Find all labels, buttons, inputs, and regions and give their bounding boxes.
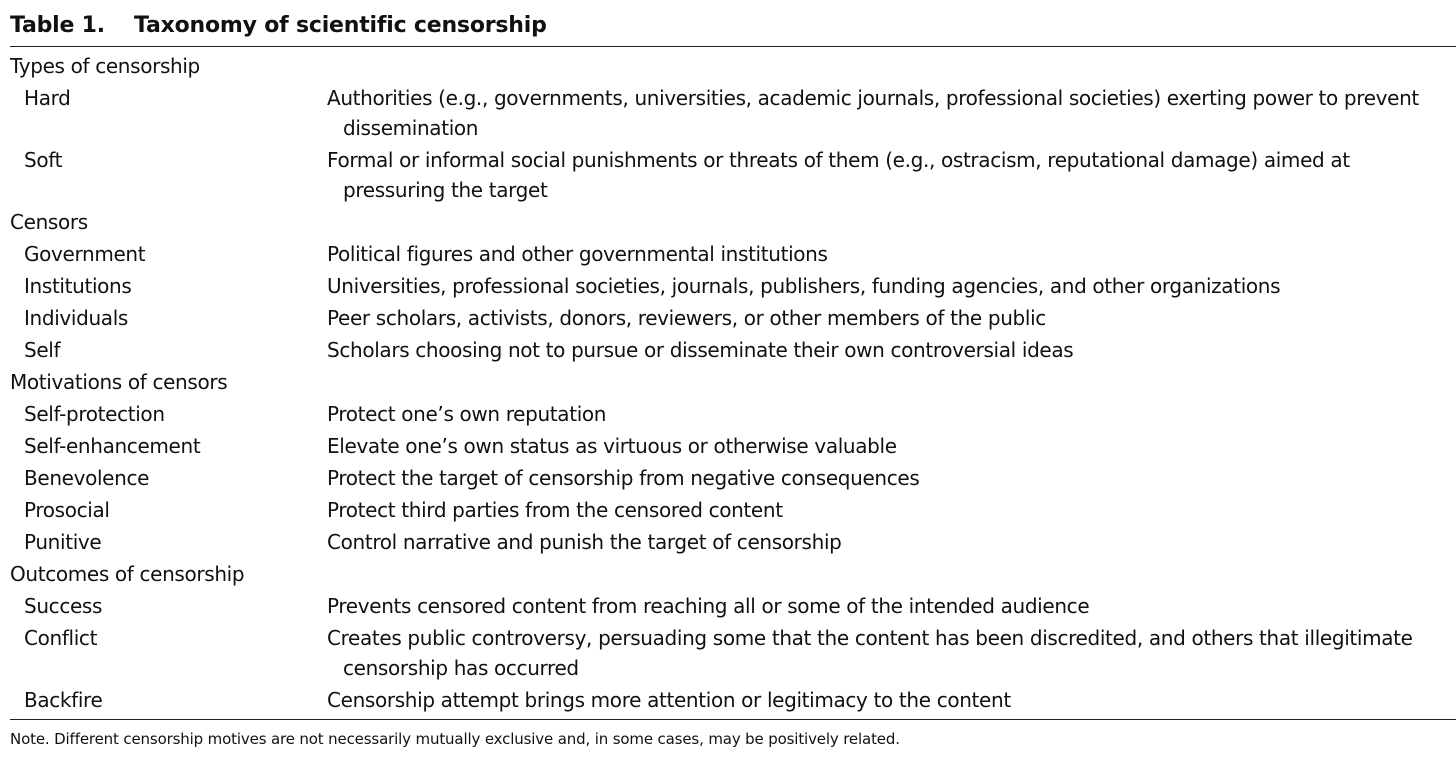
- row-description: Peer scholars, activists, donors, reviewers, or other members of the public: [327, 306, 1046, 330]
- table-row: [10, 303, 1456, 335]
- row-description: Scholars choosing not to pursue or disseminate their own controversial ideas: [327, 338, 1074, 362]
- table-title-text: Taxonomy of scientific censorship: [134, 13, 547, 38]
- table-row: [10, 431, 1456, 463]
- row-term: Conflict: [24, 626, 98, 650]
- table-row: [10, 623, 1456, 685]
- row-term: Success: [24, 594, 103, 618]
- table-row: [10, 399, 1456, 431]
- row-term: Government: [24, 242, 146, 266]
- row-description: Prevents censored content from reaching all or some of the intended audience: [327, 594, 1090, 618]
- section-label: Motivations of censors: [10, 370, 228, 394]
- table-row: [10, 239, 1456, 271]
- row-description: Formal or informal social punishments or threats of them (e.g., ostracism, reputational damage) aimed at pressuring the target: [327, 148, 1350, 202]
- table-title: [10, 10, 1456, 46]
- table-1: [10, 10, 1456, 750]
- table-note: Note. Different censorship motives are not necessarily mutually exclusive and, in some cases, may be positively related.: [10, 730, 900, 748]
- table-row: [10, 495, 1456, 527]
- table-row: [10, 591, 1456, 623]
- table-number: Table 1.: [10, 13, 105, 38]
- row-term: Punitive: [24, 530, 102, 554]
- table-row: [10, 685, 1456, 717]
- section-motivations-of-censors: [10, 367, 1456, 399]
- row-description: Control narrative and punish the target of censorship: [327, 530, 842, 554]
- row-description: Creates public controversy, persuading some that the content has been discredited, and others that illegitimate censorship has occurred: [327, 626, 1413, 680]
- row-description: Censorship attempt brings more attention or legitimacy to the content: [327, 688, 1011, 712]
- row-description: Authorities (e.g., governments, universities, academic journals, professional societies) exerting power to prevent dissemination: [327, 86, 1419, 140]
- section-censors: [10, 207, 1456, 239]
- section-label: Outcomes of censorship: [10, 562, 245, 586]
- row-term: Self: [24, 338, 61, 362]
- table-row: [10, 145, 1456, 207]
- row-term: Self-protection: [24, 402, 165, 426]
- table-bottom-rule: [10, 719, 1456, 720]
- row-term: Prosocial: [24, 498, 110, 522]
- table-body: [10, 47, 1456, 719]
- row-term: Individuals: [24, 306, 128, 330]
- section-label: Censors: [10, 210, 88, 234]
- row-description: Protect one’s own reputation: [327, 402, 607, 426]
- row-description: Protect third parties from the censored content: [327, 498, 783, 522]
- section-outcomes-of-censorship: [10, 559, 1456, 591]
- row-term: Institutions: [24, 274, 132, 298]
- row-term: Hard: [24, 86, 71, 110]
- table-row: [10, 83, 1456, 145]
- table-row: [10, 463, 1456, 495]
- table-row: [10, 527, 1456, 559]
- section-label: Types of censorship: [10, 54, 200, 78]
- row-description: Protect the target of censorship from negative consequences: [327, 466, 920, 490]
- table-row: [10, 271, 1456, 303]
- row-description: Political figures and other governmental institutions: [327, 242, 828, 266]
- row-term: Benevolence: [24, 466, 150, 490]
- row-description: Universities, professional societies, journals, publishers, funding agencies, and other organizations: [327, 274, 1281, 298]
- table-row: [10, 335, 1456, 367]
- row-description: Elevate one’s own status as virtuous or otherwise valuable: [327, 434, 897, 458]
- row-term: Backfire: [24, 688, 103, 712]
- section-types-of-censorship: [10, 51, 1456, 83]
- row-term: Self-enhancement: [24, 434, 201, 458]
- row-term: Soft: [24, 148, 63, 172]
